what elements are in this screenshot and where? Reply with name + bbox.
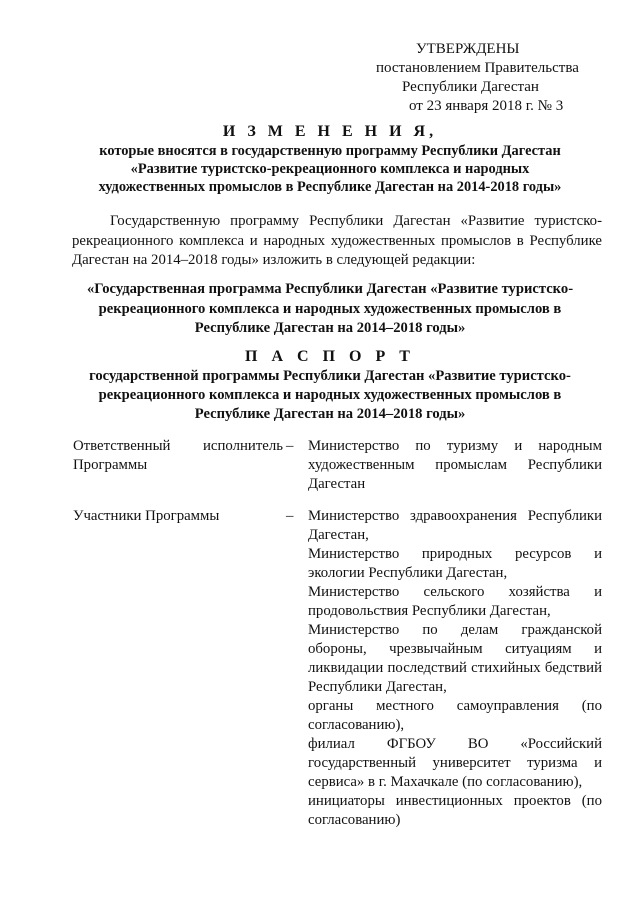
participant-item: Министерство здравоохранения Республики Дагестан, <box>308 508 602 543</box>
passport-subtitle-line-2: рекреационного комплекса и народных художественных промыслов в <box>98 387 562 403</box>
changes-subtitle-line-1: которые вносятся в государственную программу Республики Дагестан <box>99 143 561 159</box>
program-participants-list <box>308 507 602 830</box>
program-title-line-3: Республике Дагестан на 2014–2018 годы» <box>194 320 466 336</box>
approval-title: УТВЕРЖДЕНЫ <box>416 41 520 57</box>
responsible-executor-value <box>308 437 602 494</box>
program-title-line-2: рекреационного комплекса и народных художественных промыслов в <box>98 300 562 317</box>
responsible-executor-text: Министерство по туризму и народным художественным промыслам Республики Дагестан <box>308 438 602 492</box>
approval-line-3: от 23 января 2018 г. № 3 <box>409 98 564 114</box>
participant-item: Министерство сельского хозяйства и продовольствия Республики Дагестан, <box>308 584 602 619</box>
participant-item: инициаторы инвестиционных проектов (по согласованию) <box>308 793 602 828</box>
passport-subtitle-line-3: Республике Дагестан на 2014–2018 годы» <box>194 406 466 422</box>
program-title-line-1: «Государственная программа Республики Дагестан «Развитие туристско- <box>86 281 574 297</box>
approval-line-2: Республики Дагестан <box>402 79 539 95</box>
approval-line-1: постановлением Правительства <box>376 60 579 76</box>
changes-subtitle <box>60 142 600 196</box>
approval-stamp <box>376 40 616 116</box>
changes-title: И З М Е Н Е Н И Я, <box>222 123 438 140</box>
row-dash: – <box>286 508 294 524</box>
changes-subtitle-line-2: «Развитие туристско-рекреационного комплекса и народных <box>130 161 530 177</box>
passport-title: П А С П О Р Т <box>245 348 415 365</box>
program-title <box>70 280 590 339</box>
participant-item: Министерство природных ресурсов и экологии Республики Дагестан, <box>308 546 602 581</box>
row-dash: – <box>286 438 294 454</box>
program-participants-label: Участники Программы <box>73 508 220 524</box>
changes-subtitle-line-3: художественных промыслов в Республике Дагестан на 2014-2018 годы» <box>98 179 562 195</box>
passport-subtitle <box>70 367 590 424</box>
intro-paragraph: Государственную программу Республики Дагестан «Развитие туристско-рекреационного комплекса и народных художественных промыслов в Республике Дагестан на 2014–2018 годы» изложить в следующей редакции: <box>72 213 602 268</box>
passport-subtitle-line-1: государственной программы Республики Дагестан «Развитие туристско- <box>89 368 571 384</box>
participant-item: филиал ФГБОУ ВО «Российский государственный университет туризма и сервиса» в г. Махачкале (по согласованию), <box>308 736 602 790</box>
responsible-executor-label: Ответственный исполнитель Программы <box>73 438 283 473</box>
participant-item: органы местного самоуправления (по согласованию), <box>308 698 602 733</box>
participant-item: Министерство по делам гражданской обороны, чрезвычайным ситуациям и ликвидации последствий стихийных бедствий Республики Дагестан, <box>308 622 602 695</box>
